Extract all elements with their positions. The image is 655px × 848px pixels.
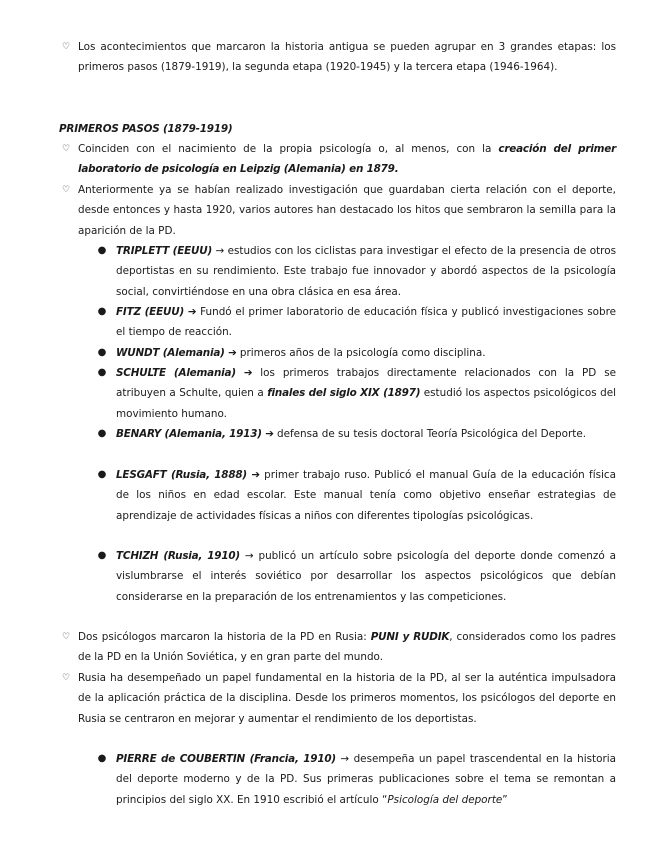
author-name: WUNDT (Alemania) ➔ bbox=[116, 347, 237, 359]
author-item-lesgaft bbox=[116, 465, 616, 526]
dot-bullet-icon: ● bbox=[97, 245, 107, 256]
author-item-tchizh bbox=[116, 546, 616, 607]
leipzig-paragraph bbox=[78, 139, 616, 180]
author-name: LESGAFT (Rusia, 1888) ➔ bbox=[116, 469, 260, 481]
author-name: TCHIZH (Rusia, 1910) bbox=[116, 550, 240, 562]
founders-text: Dos psicólogos marcaron la historia de la PD en Rusia: bbox=[78, 631, 371, 643]
section-heading: PRIMEROS PASOS (1879-1919) bbox=[59, 123, 233, 135]
leipzig-text: Coinciden con el nacimiento de la propia psicología o, al menos, con la bbox=[78, 143, 499, 155]
background-paragraph: Anteriormente ya se habían realizado investigación que guardaban cierta relación con el deporte, desde entonces y hasta 1920, varios autores han destacado los hitos que sembraron la semilla para la aparición de la PD. bbox=[78, 184, 616, 237]
author-name: FITZ (EEUU) ➔ bbox=[116, 306, 197, 318]
closing-quote: ” bbox=[502, 793, 508, 806]
heart-bullet-icon: ♡ bbox=[61, 185, 71, 195]
author-description-end: estudió los aspectos psicológicos del movimiento humano. bbox=[116, 387, 616, 420]
article-title: Psicología del deporte bbox=[387, 793, 503, 806]
founders-text-end: , considerados como los padres de la PD en la Unión Soviética, y en gran parte del mundo. bbox=[78, 631, 616, 664]
author-item-fitz bbox=[116, 302, 616, 343]
author-description: defensa de su tesis doctoral Teoría Psicológica del Deporte. bbox=[273, 428, 587, 440]
leipzig-highlight: creación del primer laboratorio de psicología en Leipzig (Alemania) en 1879. bbox=[78, 143, 616, 176]
author-name: BENARY (Alemania, 1913) ➔ bbox=[116, 428, 274, 440]
intro-paragraph: Los acontecimientos que marcaron la historia antigua se pueden agrupar en 3 grandes etapas: los primeros pasos (1879-1919), la segunda etapa (1920-1945) y la tercera etapa (1946-1964). bbox=[78, 41, 616, 74]
dot-bullet-icon: ● bbox=[97, 306, 107, 317]
date-highlight: finales del siglo XIX (1897) bbox=[267, 387, 421, 400]
author-description: primer trabajo ruso. Publicó el manual Guía de la educación física de los niños en edad escolar. Este manual tenía como objetivo enseñar estrategias de aprendizaje de actividades físicas a niños con diferentes tipologías psicológicas. bbox=[116, 469, 616, 522]
russia-role-paragraph: Rusia ha desempeñado un papel fundamental en la historia de la PD, al ser la auténtica impulsadora de la aplicación práctica de la disciplina. Desde los primeros momentos, los psicólogos del deporte en Rusia se centraron en mejorar y aumentar el rendimiento de los deportistas. bbox=[78, 672, 616, 725]
dot-bullet-icon: ● bbox=[97, 367, 107, 378]
russia-founders-paragraph bbox=[78, 627, 616, 668]
author-name: TRIPLETT (EEUU) bbox=[116, 245, 213, 257]
heart-bullet-icon: ♡ bbox=[61, 144, 71, 154]
dot-bullet-icon: ● bbox=[97, 347, 107, 358]
author-item-benary bbox=[116, 424, 616, 444]
author-description: Fundó el primer laboratorio de educación física y publicó investigaciones sobre el tiempo de reacción. bbox=[116, 306, 617, 339]
author-description: primeros años de la psicología como disciplina. bbox=[236, 347, 486, 359]
heart-bullet-icon: ♡ bbox=[61, 42, 71, 52]
founders-names: PUNI y RUDIK bbox=[370, 631, 450, 643]
author-description: → publicó un artículo sobre psicología del deporte donde comenzó a vislumbrarse el interés soviético por desarrollar los aspectos psicológicos que debían considerarse en la preparación de los entrenamientos y las competiciones. bbox=[116, 550, 616, 603]
author-item-triplett bbox=[116, 241, 616, 302]
author-item-coubertin bbox=[116, 749, 616, 810]
author-description: los primeros trabajos directamente relacionados con la PD se atribuyen a Schulte, quien a bbox=[116, 367, 616, 400]
dot-bullet-icon: ● bbox=[97, 550, 107, 561]
dot-bullet-icon: ● bbox=[97, 428, 107, 439]
author-description: → desempeña un papel trascendental en la historia del deporte moderno y de la PD. Sus primeras publicaciones sobre el tema se remontan a principios del siglo XX. En 1910 escribió el artículo “ bbox=[116, 753, 616, 806]
author-name: PIERRE de COUBERTIN (Francia, 1910) bbox=[116, 753, 336, 765]
heart-bullet-icon: ♡ bbox=[61, 632, 71, 642]
heart-bullet-icon: ♡ bbox=[61, 673, 71, 683]
dot-bullet-icon: ● bbox=[97, 753, 107, 764]
author-item-wundt bbox=[116, 343, 616, 363]
author-name: SCHULTE (Alemania) ➔ bbox=[116, 367, 253, 379]
author-description: → estudios con los ciclistas para investigar el efecto de la presencia de otros deportistas en su rendimiento. Este trabajo fue innovador y abordó aspectos de la psicología social, convirtiéndose en una obra clásica en esa área. bbox=[116, 245, 616, 298]
author-item-schulte bbox=[116, 363, 616, 424]
dot-bullet-icon: ● bbox=[97, 469, 107, 480]
